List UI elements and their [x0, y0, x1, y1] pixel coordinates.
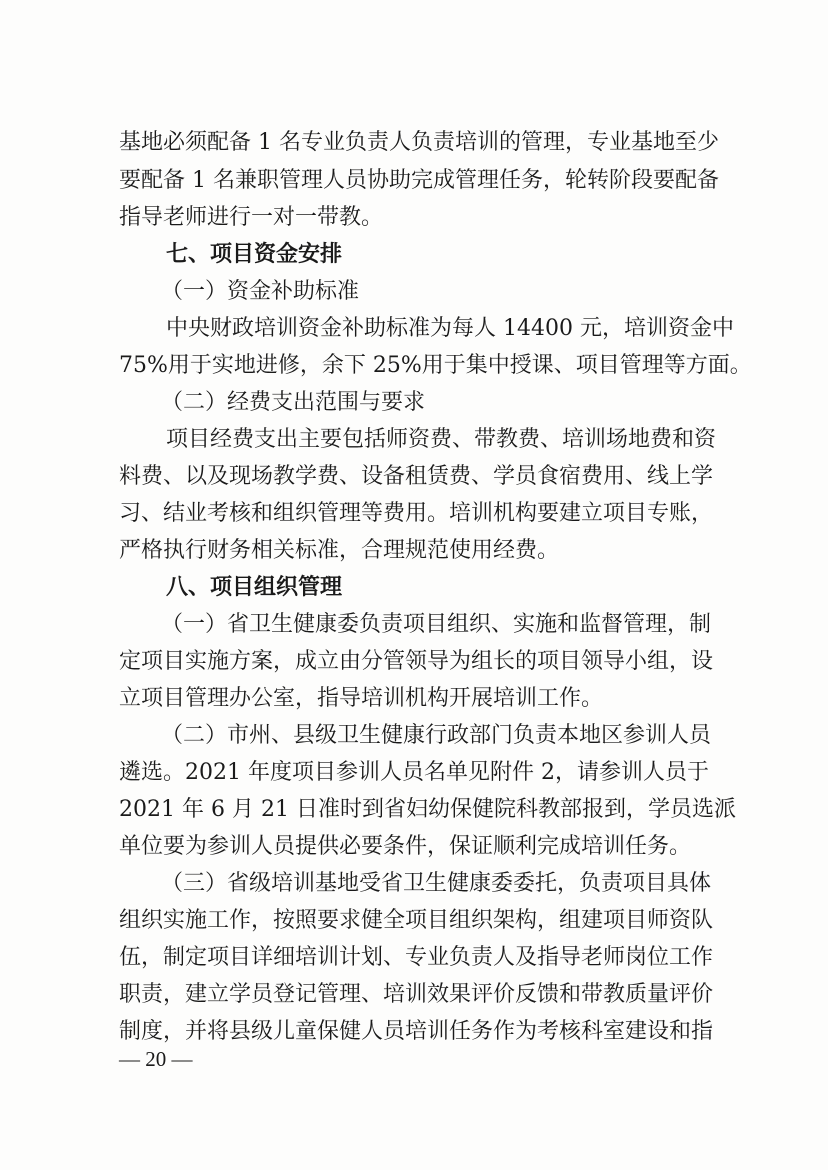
page-number: — 20 —	[119, 1047, 193, 1071]
subsection-heading: （一）资金补助标准	[161, 279, 360, 304]
text-line: 伍，制定项目详细培训计划、专业负责人及指导老师岗位工作	[119, 945, 714, 970]
text-line: 制度，并将县级儿童保健人员培训任务作为考核科室建设和指	[119, 1019, 714, 1044]
text-line: 指导老师进行一对一带教。	[119, 205, 384, 230]
text-line: 料费、以及现场教学费、设备租赁费、学员食宿费用、线上学	[119, 464, 714, 489]
text-line: （三）省级培训基地受省卫生健康委委托，负责项目具体	[161, 871, 712, 896]
text-line: 基地必须配备 1 名专业负责人负责培训的管理，专业基地至少	[119, 130, 719, 155]
text-line: 75%用于实地进修，余下 25%用于集中授课、项目管理等方面。	[119, 353, 752, 378]
text-line: 严格执行财务相关标准，合理规范使用经费。	[119, 538, 560, 563]
text-line: 中央财政培训资金补助标准为每人 14400 元，培训资金中	[166, 316, 734, 341]
text-line: 遴选。2021 年度项目参训人员名单见附件 2，请参训人员于	[119, 760, 709, 785]
text-line: （一）省卫生健康委负责项目组织、实施和监督管理，制	[161, 612, 712, 637]
text-line: 定项目实施方案，成立由分管领导为组长的项目领导小组，设	[119, 649, 714, 674]
text-line: （二）市州、县级卫生健康行政部门负责本地区参训人员	[161, 723, 712, 748]
text-line: 组织实施工作，按照要求健全项目组织架构，组建项目师资队	[119, 908, 714, 933]
text-line: 习、结业考核和组织管理等费用。培训机构要建立项目专账，	[119, 501, 714, 526]
text-line: 职责，建立学员登记管理、培训效果评价反馈和带教质量评价	[119, 982, 714, 1007]
section-heading: 八、项目组织管理	[166, 575, 343, 600]
text-line: 项目经费支出主要包括师资费、带教费、培训场地费和资	[166, 427, 717, 452]
text-line: 要配备 1 名兼职管理人员协助完成管理任务，轮转阶段要配备	[119, 168, 719, 193]
text-line: 2021 年 6 月 21 日准时到省妇幼保健院科教部报到，学员选派	[119, 797, 736, 822]
text-line: 立项目管理办公室，指导培训机构开展培训工作。	[119, 686, 604, 711]
section-heading: 七、项目资金安排	[166, 242, 343, 267]
text-line: 单位要为参训人员提供必要条件，保证顺利完成培训任务。	[119, 834, 692, 859]
subsection-heading: （二）经费支出范围与要求	[161, 390, 426, 415]
